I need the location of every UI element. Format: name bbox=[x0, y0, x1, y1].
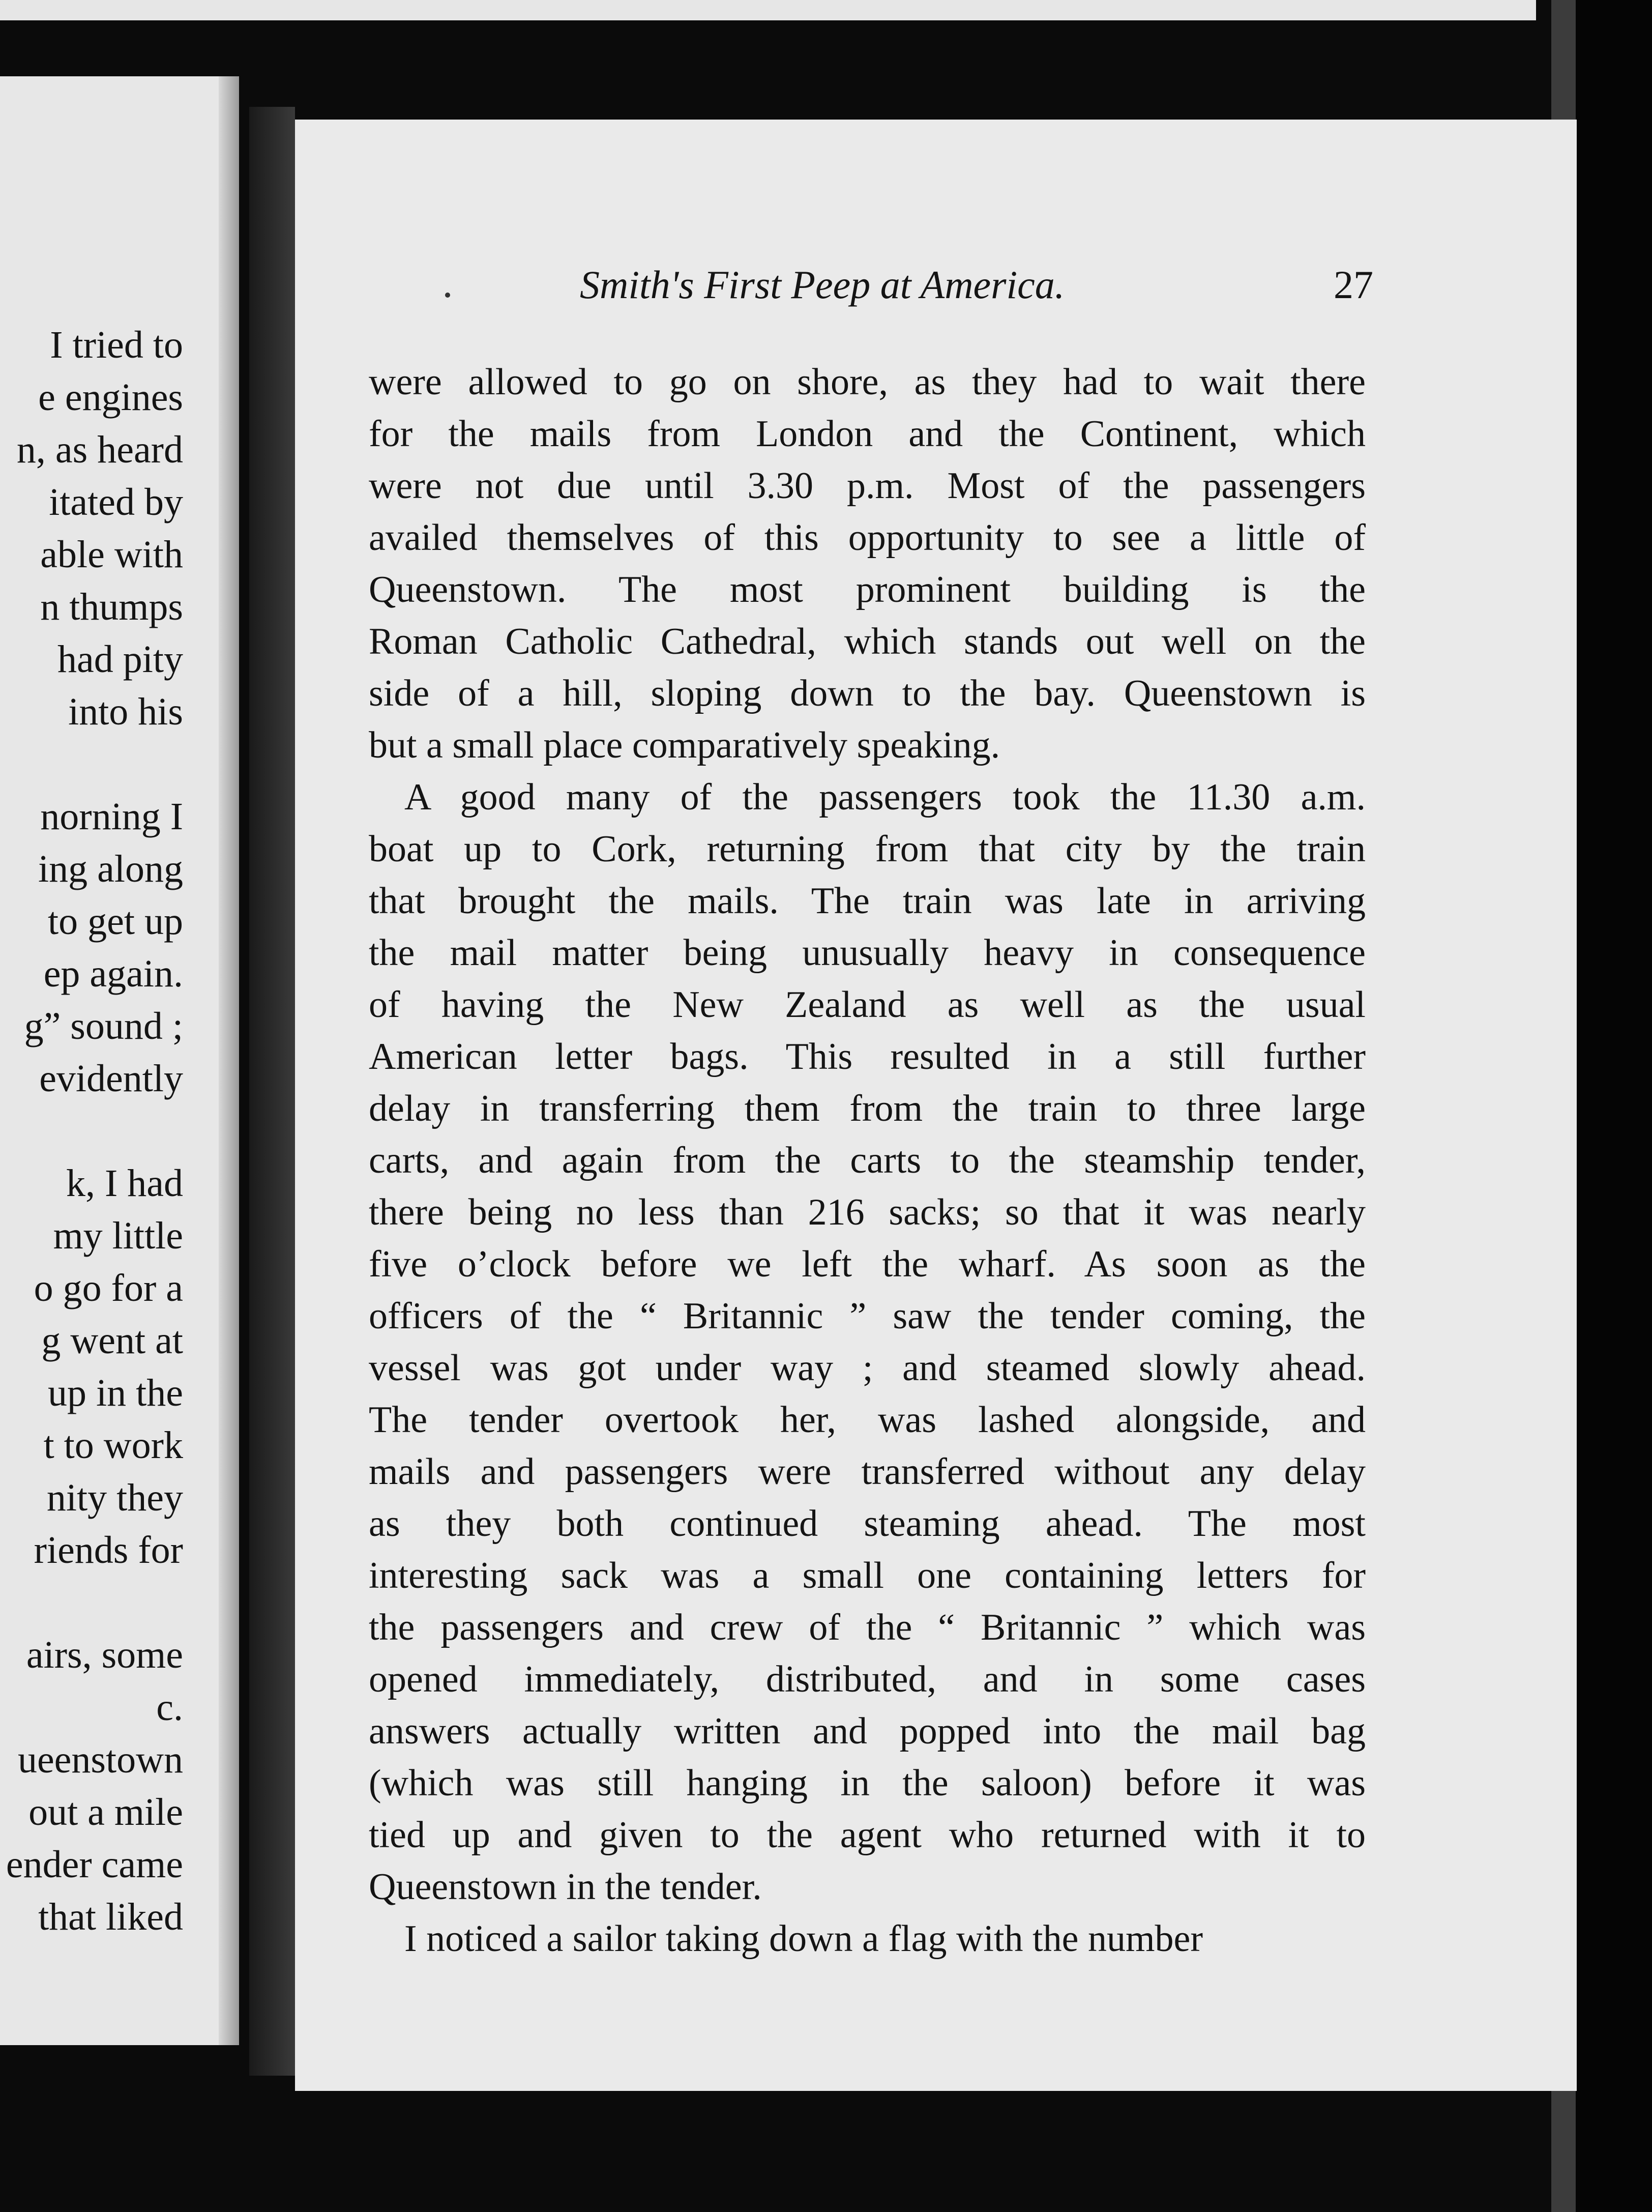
text-line: I noticed a sailor taking down a flag with the number bbox=[404, 1918, 1203, 1960]
facing-page-line: t to work bbox=[43, 1424, 183, 1467]
facing-page-line: ender came bbox=[6, 1843, 183, 1886]
facing-page-line: o go for a bbox=[34, 1267, 183, 1309]
text-line: were not due until 3.30 p.m. Most of the passengers bbox=[369, 465, 1366, 507]
next-frame-strip bbox=[0, 0, 1536, 20]
text-line: tied up and given to the agent who returned with it to bbox=[369, 1814, 1366, 1856]
facing-page-line: that liked bbox=[38, 1896, 183, 1938]
facing-page-line: itated by bbox=[49, 481, 183, 523]
text-line: were allowed to go on shore, as they had to wait there bbox=[369, 361, 1366, 403]
text-line: five o’clock before we left the wharf. As soon as the bbox=[369, 1243, 1366, 1285]
facing-page-line: g went at bbox=[41, 1319, 183, 1362]
facing-page-line: I tried to bbox=[50, 324, 183, 366]
running-title: Smith's First Peep at America. bbox=[580, 263, 1065, 307]
text-line: Queenstown in the tender. bbox=[369, 1866, 762, 1908]
facing-page-line: up in the bbox=[48, 1372, 183, 1414]
facing-page-line: airs, some bbox=[26, 1634, 183, 1676]
text-line: American letter bags. This resulted in a still further bbox=[369, 1036, 1366, 1078]
text-line: answers actually written and popped into the mail bag bbox=[369, 1710, 1366, 1752]
text-line: availed themselves of this opportunity to see a little of bbox=[369, 517, 1366, 559]
text-line: (which was still hanging in the saloon) before it was bbox=[369, 1762, 1366, 1804]
page-header bbox=[580, 262, 1373, 318]
facing-page-line: ep again. bbox=[43, 952, 183, 995]
text-line: mails and passengers were transferred without any delay bbox=[369, 1451, 1366, 1493]
body-text bbox=[369, 356, 1366, 1965]
text-line: A good many of the passengers took the 11.30 a.m. bbox=[404, 776, 1366, 818]
facing-page-line: ing along bbox=[38, 848, 183, 890]
page-number: 27 bbox=[1334, 263, 1373, 307]
text-line: boat up to Cork, returning from that city by the train bbox=[369, 828, 1366, 870]
facing-page-line: out a mile bbox=[28, 1791, 183, 1833]
facing-page-line: k, I had bbox=[66, 1162, 183, 1205]
text-line: Queenstown. The most prominent building is the bbox=[369, 569, 1366, 610]
text-line: officers of the “ Britannic ” saw the tender coming, the bbox=[369, 1295, 1366, 1337]
text-line: interesting sack was a small one containing letters for bbox=[369, 1555, 1366, 1596]
facing-page-line: evidently bbox=[39, 1057, 183, 1100]
text-line: Roman Catholic Cathedral, which stands out well on the bbox=[369, 621, 1366, 662]
text-line: as they both continued steaming ahead. The most bbox=[369, 1503, 1366, 1545]
facing-page-line: to get up bbox=[48, 900, 183, 943]
facing-page-line: g” sound ; bbox=[24, 1005, 183, 1047]
text-line: The tender overtook her, was lashed alongside, and bbox=[369, 1399, 1366, 1441]
facing-page bbox=[0, 76, 239, 2045]
facing-page-line: nity they bbox=[46, 1476, 183, 1519]
text-line: opened immediately, distributed, and in some cases bbox=[369, 1658, 1366, 1700]
facing-page-line: my little bbox=[53, 1214, 183, 1257]
text-line: for the mails from London and the Continent, which bbox=[369, 413, 1366, 455]
text-line: carts, and again from the carts to the steamship tender, bbox=[369, 1140, 1366, 1181]
facing-page-line: riends for bbox=[34, 1529, 183, 1571]
facing-page-line: had pity bbox=[57, 638, 183, 681]
text-line: vessel was got under way ; and steamed slowly ahead. bbox=[369, 1347, 1366, 1389]
facing-page-line: c. bbox=[156, 1686, 183, 1729]
text-line: the mail matter being unusually heavy in consequence bbox=[369, 932, 1366, 974]
facing-page-line: ueenstown bbox=[17, 1738, 183, 1781]
facing-page-line: n, as heard bbox=[16, 428, 183, 471]
stray-mark bbox=[445, 293, 450, 298]
facing-page-binding bbox=[219, 76, 239, 2045]
facing-page-line: norning I bbox=[40, 795, 183, 838]
text-line: delay in transferring them from the train to three large bbox=[369, 1088, 1366, 1129]
text-line: the passengers and crew of the “ Britannic ” which was bbox=[369, 1607, 1366, 1648]
text-line: of having the New Zealand as well as the usual bbox=[369, 984, 1366, 1026]
text-line: that brought the mails. The train was late in arriving bbox=[369, 880, 1366, 922]
facing-page-line: into his bbox=[68, 690, 183, 733]
gutter-shadow bbox=[249, 107, 295, 2076]
text-line: side of a hill, sloping down to the bay. Queenstown is bbox=[369, 673, 1366, 714]
facing-page-line: n thumps bbox=[40, 586, 183, 628]
text-line: but a small place comparatively speaking. bbox=[369, 724, 1000, 766]
text-line: there being no less than 216 sacks; so that it was nearly bbox=[369, 1191, 1366, 1233]
film-edge bbox=[1576, 0, 1652, 2212]
facing-page-line: able with bbox=[40, 533, 183, 576]
facing-page-line: e engines bbox=[38, 376, 183, 419]
